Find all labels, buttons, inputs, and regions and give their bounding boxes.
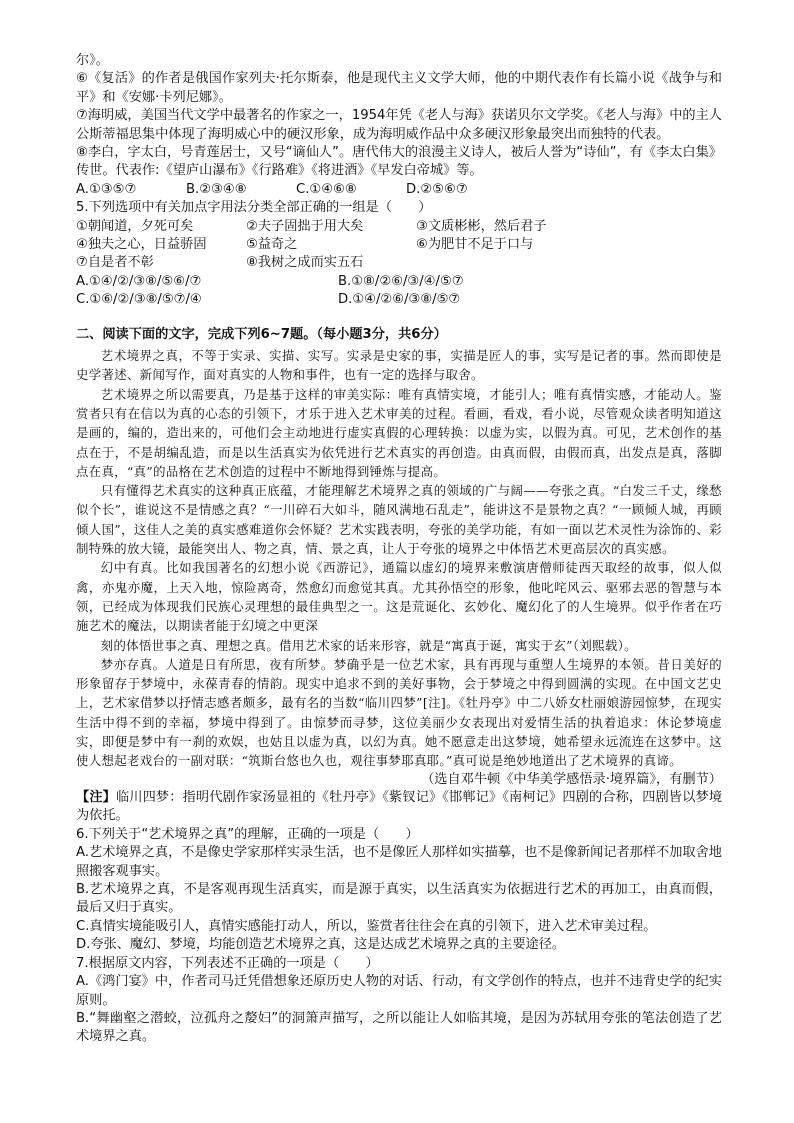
q7-stem: 7.根据原文内容，下列表述不正确的一项是（ ） bbox=[76, 955, 379, 971]
q5-item: ⑥为肥甘不足于口与 bbox=[416, 237, 534, 253]
q4-option-b[interactable]: B.②③④⑧ bbox=[186, 181, 247, 197]
q5-options bbox=[76, 273, 722, 310]
q5-items bbox=[76, 218, 722, 273]
q5-item: ⑧我树之成而实五石 bbox=[246, 255, 364, 271]
q5-option-a[interactable]: A.①④/②/③⑧/⑤⑥/⑦ bbox=[76, 273, 202, 289]
passage-paragraph: 只有懂得艺术真实的这种真正底蕴，才能理解艺术境界之真的领域的广与阔——夸张之真。“白发三千丈，缘愁似个长”，谁说这不是情感之真？“一川碎石大如斗，随风满地石乱走”，能讲这不是景物之真？“一顾倾人城，再顾倾人国”，这佳人之美的真实感难道你会怀疑？艺术实践表明，夸张的美学功能，有如一面以艺术灵性为涂饰的、彩制特殊的放大镜，最能突出人、物之真，情、景之真，让人于夸张的境界之中体悟艺术更高层次的真实感。 bbox=[76, 483, 722, 557]
q5-item: ④独夫之心，日益骄固 bbox=[76, 237, 207, 253]
q5-item: ②夫子固拙于用大矣 bbox=[246, 218, 364, 234]
q6-option-b[interactable]: B.艺术境界之真，不是客观再现生活真实，而是源于真实，以生活真实为依据进行艺术的再加工，由真而假，最后又归于真实。 bbox=[76, 882, 722, 916]
note-label: 【注】 bbox=[76, 790, 116, 806]
passage-paragraph: 艺术境界之真，不等于实录、实描、实写。实录是史家的事，实描是匠人的事，实写是记者的事。然而即使是史学著述、新闻写作，面对真实的人物和事件，也有一定的选择与取舍。 bbox=[76, 348, 722, 383]
q5-item: ①朝闻道，夕死可矣 bbox=[76, 218, 194, 234]
note-text: 临川四梦：指明代剧作家汤显祖的《牡丹亭》《紫钗记》《邯郸记》《南柯记》四剧的合称，四剧皆以梦境为依托。 bbox=[76, 790, 723, 824]
q4-text-line: 尔》。 bbox=[76, 53, 109, 68]
section-heading: 二、阅读下面的文字，完成下列6~7题。（每小题3分，共6分） bbox=[76, 326, 447, 342]
q5-item: ⑦自是者不彰 bbox=[76, 255, 154, 271]
q6-option-d[interactable]: D.夸张、魔幻、梦境，均能创造艺术境界之真，这是达成艺术境界之真的主要途径。 bbox=[76, 937, 566, 953]
passage-paragraph: 艺术境界之所以需要真，乃是基于这样的审美实际：唯有真情实境，才能引人；唯有真情实感，才能动人。鉴赏者只有在信以为真的心态的引领下，才乐于进入艺术审美的过程。看画，看戏，看小说，尽管观众读者明知道这是画的，编的，造出来的，可他们会主动地进行虚实真假的心理转换：以虚为实，以假为真。可见，艺术创作的基点在于，不是胡编乱造，而是以生活真实为依凭进行艺术真实的再创造。由真而假，由假而真，出发点是真，落脚点在真，“真”的品格在艺术创造的过程中不断地得到锤炼与提高。 bbox=[76, 386, 722, 479]
passage-source: （选自邓牛顿《中华美学感悟录·境界篇》，有删节） bbox=[421, 771, 722, 787]
q6-option-c[interactable]: C.真情实境能吸引人，真情实感能打动人，所以，鉴赏者往往会在真的引领下，进入艺术审美过程。 bbox=[76, 918, 657, 934]
q4-option-c[interactable]: C.①④⑥⑧ bbox=[296, 181, 357, 197]
q6-stem: 6.下列关于“艺术境界之真”的理解，正确的一项是（ ） bbox=[76, 826, 419, 842]
passage-paragraph: 梦亦存真。人道是日有所思，夜有所梦。梦确乎是一位艺术家，具有再现与重塑人生境界的本领。昔日美好的形象留存于梦境中，永葆青春的情韵。现实中追求不到的美好事物，会于梦境之中得到圆满的实现。在中国文艺史上，艺术家借梦以抒情志感者颇多，最有名的当数“临川四梦”[注]。《牡丹亭》中二八娇女杜丽娘游园惊梦，在现实生活中得不到的幸福，梦境中得到了。由惊梦而寻梦，这位美丽少女表现出对爱情生活的执着追求：休论梦境虚实，即便是梦中有一刹的欢娱，也姑且以虚为真，以幻为真。她不愿意走出这梦境，她希望永远流连在这梦中。这使人想起老戏台的一副对联：“筑斯台悠也久也，观往事梦耶真耶。”真可说是绝妙地道出了艺术境界的真谛。 bbox=[76, 656, 722, 769]
q4-option-a[interactable]: A.①③⑤⑦ bbox=[76, 181, 137, 197]
q6-option-a[interactable]: A.艺术境界之真，不是像史学家那样实录生活，也不是像匠人那样如实描摹，也不是像新闻记者那样不加取舍地照搬客观事实。 bbox=[76, 845, 722, 879]
q4-option-d[interactable]: D.②⑤⑥⑦ bbox=[406, 181, 468, 197]
exam-page bbox=[76, 52, 722, 1047]
q5-option-b[interactable]: B.①⑧/②⑥/③/④/⑤⑦ bbox=[338, 273, 464, 289]
q7-option-b[interactable]: B.“舞幽壑之潜蛟，泣孤舟之嫠妇”的洞箫声描写，之所以能让人如临其境，是因为苏轼用夸张的笔法创造了艺术境界之真。 bbox=[76, 1010, 722, 1045]
q7-option-a[interactable]: A.《鸿门宴》中，作者司马迁凭借想象还原历史人物的对话、行动，有文学创作的特点，也并不违背史学的纪实原则。 bbox=[76, 974, 722, 1008]
q5-item: ③文质彬彬，然后君子 bbox=[416, 218, 547, 234]
passage-paragraph: 刻的体悟世事之真、理想之真。借用艺术家的话来形容，就是“寓真于诞，寓实于玄”（刘熙载）。 bbox=[100, 637, 637, 653]
q4-options bbox=[76, 181, 722, 199]
passage-paragraph: 幻中有真。比如我国著名的幻想小说《西游记》，通篇以虚幻的境界来敷演唐僧师徒西天取经的故事，似人似禽，亦鬼亦魔，上天入地，惊险离奇，然愈幻而愈觉其真。尤其孙悟空的形象，他叱咤风云、驱邪去恶的智慧与本领，已经成为体现我们民族心灵理想的最佳典型之一。这是荒诞化、玄妙化、魔幻化了的人生境界。似乎作者在巧施艺术的魔法，以期读者能于幻境之中更深 bbox=[76, 560, 722, 634]
q5-option-d[interactable]: D.①④/②⑥/③⑧/⑤⑦ bbox=[338, 292, 461, 308]
q5-stem: 5.下列选项中有关加点字用法分类全部正确的一组是（ ） bbox=[76, 200, 432, 216]
q4-item-8: ⑧李白，字太白，号青莲居士，又号“谪仙人”。唐代伟大的浪漫主义诗人，被后人誉为“诗仙”，有《李太白集》传世。代表作:《望庐山瀑布》《行路难》《将进酒》《早发白帝城》等。 bbox=[76, 145, 722, 179]
q5-item: ⑤益奇之 bbox=[246, 237, 298, 253]
passage-note bbox=[76, 789, 722, 826]
q5-option-c[interactable]: C.①⑥/②/③⑧/⑤⑦/④ bbox=[76, 292, 202, 308]
q4-item-7: ⑦海明威，美国当代文学中最著名的作家之一，1954年凭《老人与海》获诺贝尔文学奖。《老人与海》中的主人公斯蒂福思集中体现了海明威心中的硬汉形象，成为海明威作品中众多硬汉形象最突出而独特的代表。 bbox=[76, 108, 722, 142]
q4-item-6: ⑥《复活》的作者是俄国作家列夫·托尔斯泰，他是现代主义文学大师，他的中期代表作有长篇小说《战争与和平》和《安娜·卡列尼娜》。 bbox=[76, 71, 722, 105]
